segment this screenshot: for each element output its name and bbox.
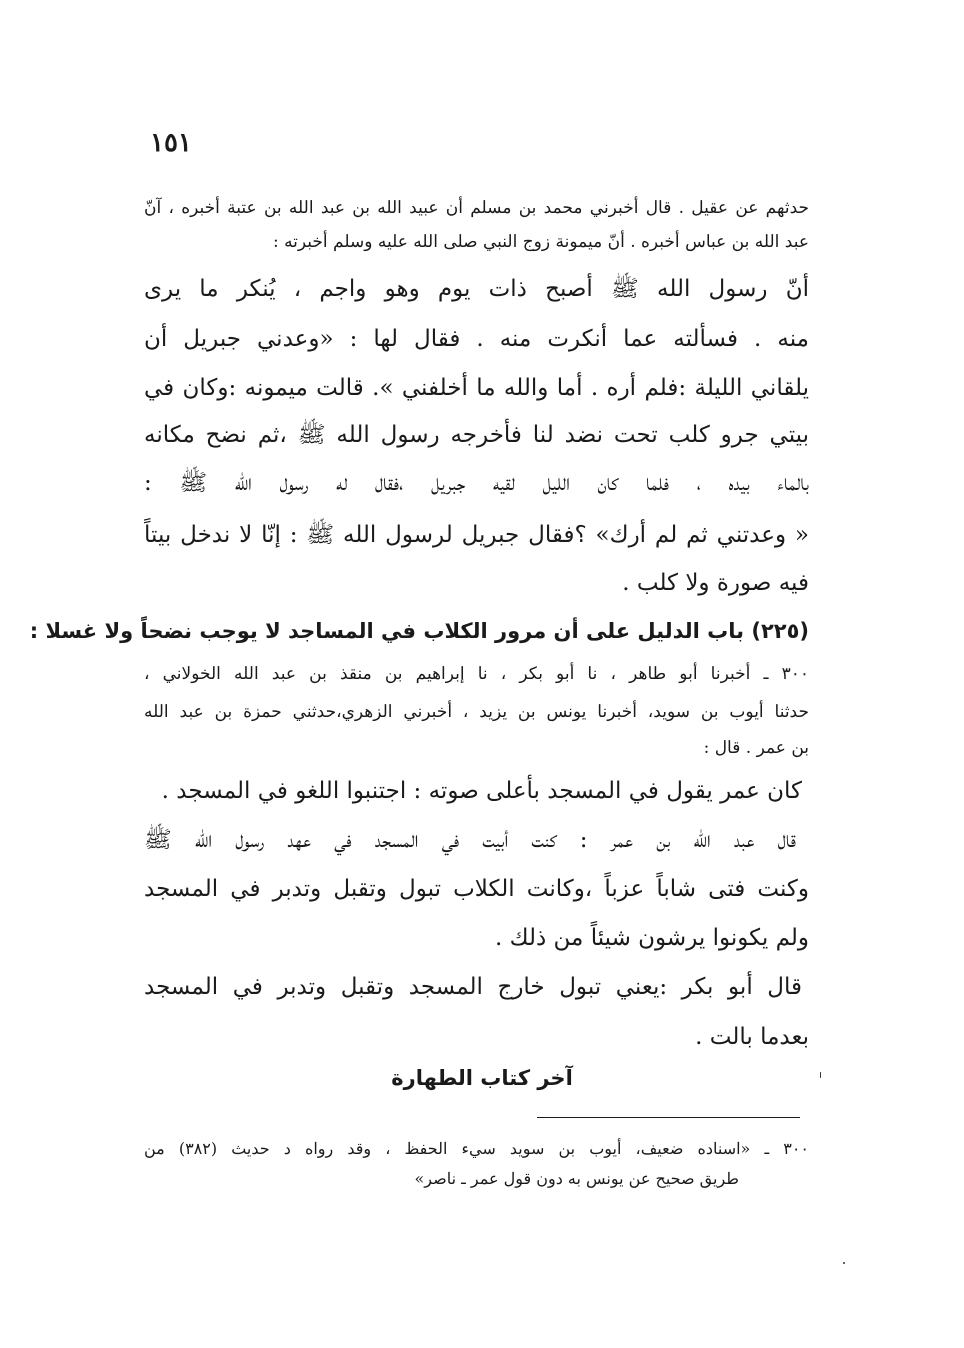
text-line: بعدما بالت . <box>695 1024 809 1050</box>
text-line: كان عمر يقول في المسجد بأعلى صوته : اجتنبوا اللغو في المسجد . <box>161 778 802 804</box>
scan-speck <box>820 1072 821 1078</box>
footnote-line: ٣٠٠ ـ «اسناده ضعيف، أيوب بن سويد سيء الحفظ ، وقد رواه د حديث (٣٨٢) من <box>144 1139 810 1158</box>
footnote-divider <box>537 1117 800 1118</box>
text-line: قال عبد الله بن عمر : كنت أبيت في المسجد في عهد رسول الله ﷺ <box>144 827 796 853</box>
page-number: ١٥١ <box>150 128 192 158</box>
footnote-line: طريق صحيح عن يونس به دون قول عمر ـ ناصر» <box>414 1169 739 1188</box>
hadith-line: « وعدتني ثم لم أرك» ؟فقال جبريل لرسول الله ﷺ : إنّا لا ندخل بيتاً <box>144 522 809 548</box>
intro-line: عبد الله بن عباس أخبره . أنّ ميمونة زوج النبي صلى الله عليه وسلم أخبرته : <box>272 232 809 252</box>
chapter-heading: (٢٢٥) باب الدليل على أن مرور الكلاب في المساجد لا يوجب نضحاً ولا غسلا : <box>29 619 809 643</box>
hadith-line: بيتي جرو كلب تحت نضد لنا فأخرجه رسول الله ﷺ ،ثم نضح مكانه <box>144 422 809 448</box>
text-line: ولم يكونوا يرشون شيئاً من ذلك . <box>494 925 809 951</box>
hadith-line: يلقاني الليلة :فلم أره . أما والله ما أخلفني ». قالت ميمونه :وكان في <box>144 375 809 401</box>
isnad-line: ٣٠٠ ـ أخبرنا أبو طاهر ، نا أبو بكر ، نا إبراهيم بن منقذ بن عبد الله الخولاني ، <box>144 664 809 684</box>
isnad-line: بن عمر . قال : <box>703 738 809 758</box>
scan-speck <box>843 1262 845 1264</box>
text-line: وكنت فتى شاباً عزباً ،وكانت الكلاب تبول وتقبل وتدبر في المسجد <box>144 876 809 902</box>
hadith-line: بالماء بيده ، فلما كان الليل لقيه جبريل ،فقال له رسول الله ﷺ : <box>144 470 809 496</box>
hadith-line: أنّ رسول الله ﷺ أصبح ذات يوم وهو واجم ، يُنكر ما يرى <box>144 276 809 302</box>
hadith-line: منه . فسألته عما أنكرت منه . فقال لها : «وعدني جبريل أن <box>144 326 809 352</box>
end-of-book-title: آخر كتاب الطهارة <box>391 1066 573 1090</box>
hadith-line: فيه صورة ولا كلب . <box>622 570 809 596</box>
text-line: قال أبو بكر :يعني تبول خارج المسجد وتقبل وتدبر في المسجد <box>144 974 802 1000</box>
intro-line: حدثهم عن عقيل . قال أخبرني محمد بن مسلم أن عبيد الله بن عبد الله بن عتبة أخبره ، آنّ <box>144 198 809 218</box>
isnad-line: حدثنا أيوب بن سويد، أخبرنا يونس بن يزيد ، أخبرني الزهري،حدثني حمزة بن عبد الله <box>144 702 809 722</box>
